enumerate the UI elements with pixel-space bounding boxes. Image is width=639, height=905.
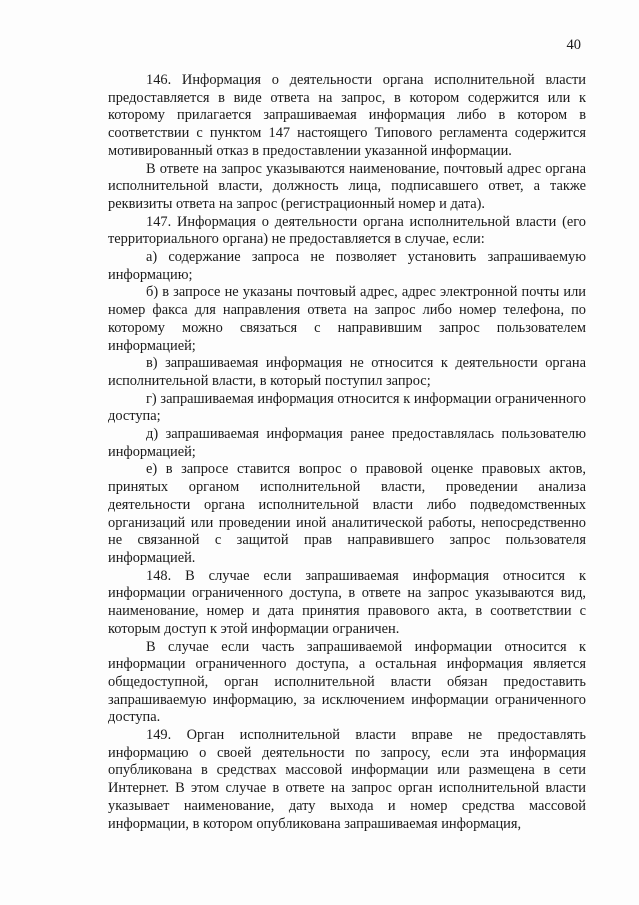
list-item-b: б) в запросе не указаны почтовый адрес, адрес электронной почты или номер факса для направления ответа на запрос либо номер телефона, по которому можно связаться с направившим запрос пользователем информацией; — [108, 284, 586, 354]
paragraph-148-partial-access: В случае если часть запрашиваемой информации относится к информации ограниченного доступа, а остальная информация является общедоступной, орган исполнительной власти обязан предоставить запрашиваемую информацию, за исключением информации ограниченного доступа. — [108, 638, 586, 726]
list-item-g: г) запрашиваемая информация относится к информации ограниченного доступа; — [108, 390, 586, 425]
page-number: 40 — [566, 37, 581, 53]
list-item-v: в) запрашиваемая информация не относится к деятельности органа исполнительной власти, в который поступил запрос; — [108, 355, 586, 389]
paragraph-149: 149. Орган исполнительной власти вправе не предоставлять информацию о своей деятельности по запросу, если эта информация опубликована в средствах массовой информации или размещена в сети Интернет. В этом случае в ответе на запрос орган исполнительной власти указывает наименование, дату выхода и номер средства массовой информации, в котором опубликована запрашиваемая информация, — [108, 727, 586, 832]
paragraph-146: 146. Информация о деятельности органа исполнительной власти предоставляется в виде ответа на запрос, в котором содержится или к которому прилагается запрашиваемая информация либо в котором в соответствии с пунктом 147 настоящего Типового регламента содержится мотивированный отказ в предоставлении указанной информации. — [108, 72, 586, 159]
paragraph-148: 148. В случае если запрашиваемая информация относится к информации ограниченного доступа, в ответе на запрос указываются вид, наименование, номер и дата принятия правового акта, в соответствии с которым доступ к этой информации ограничен. — [108, 567, 586, 637]
list-item-a: а) содержание запроса не позволяет установить запрашиваемую информацию; — [108, 249, 586, 283]
paragraph-147: 147. Информация о деятельности органа исполнительной власти (его территориального органа) не предоставляется в случае, если: — [108, 213, 586, 248]
paragraph-146-response-details: В ответе на запрос указываются наименование, почтовый адрес органа исполнительной власти, должность лица, подписавшего ответ, а также реквизиты ответа на запрос (регистрационный номер и дата). — [108, 160, 586, 212]
list-item-d: д) запрашиваемая информация ранее предоставлялась пользователю информацией; — [108, 426, 586, 460]
document-body — [108, 72, 586, 833]
list-item-e: е) в запросе ставится вопрос о правовой оценке правовых актов, принятых органом исполнительной власти, проведении анализа деятельности органа исполнительной власти либо подведомственных организаций или проведении иной аналитической работы, непосредственно не связанной с защитой прав направившего запрос пользователя информацией. — [108, 461, 586, 566]
